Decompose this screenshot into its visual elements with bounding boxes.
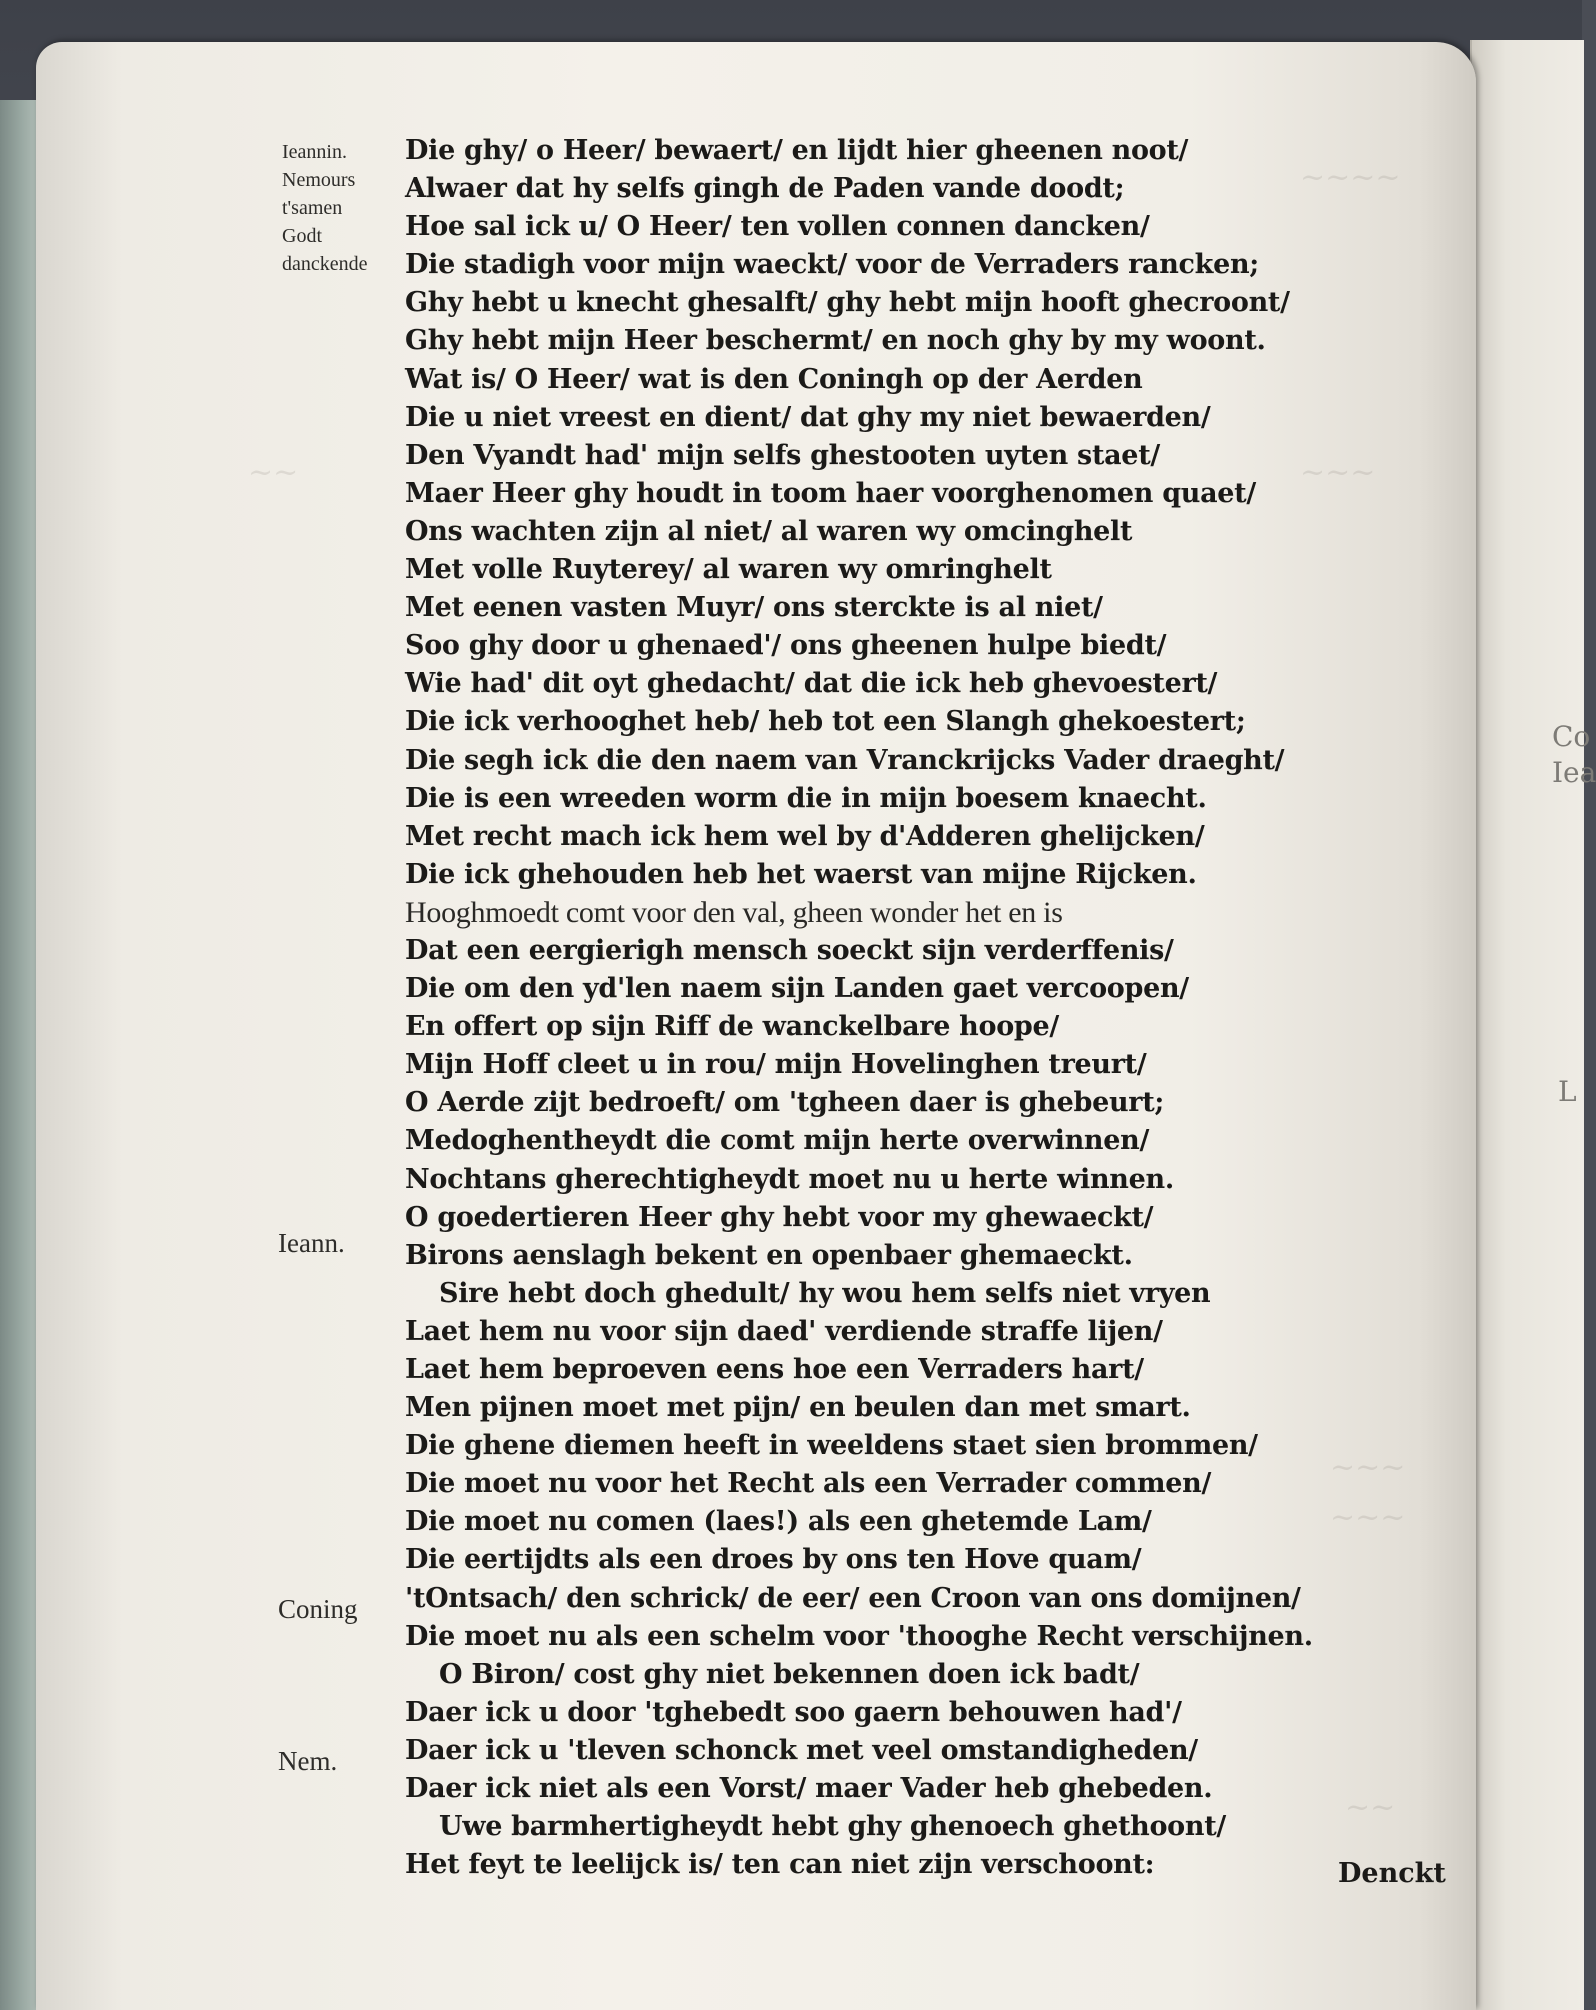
verse-line: Die u niet vreest en dient/ dat ghy my niet bewaerden/: [405, 401, 1211, 433]
verse-line: Die is een wreeden worm die in mijn boesem knaecht.: [405, 782, 1207, 814]
verse-line: Ons wachten zijn al niet/ al waren wy omcinghelt: [405, 515, 1133, 547]
verse-line: 'tOntsach/ den schrick/ de eer/ een Croon van ons domijnen/: [405, 1582, 1301, 1614]
verse-line: O goedertieren Heer ghy hebt voor my ghewaeckt/: [405, 1201, 1154, 1233]
facing-page-fragment: Iea: [1552, 756, 1596, 789]
facing-page-fragment: Co: [1552, 720, 1591, 753]
verse-line: Die segh ick die den naem van Vranckrijcks Vader draeght/: [405, 744, 1285, 776]
verse-line: Hoe sal ick u/ O Heer/ ten vollen connen dancken/: [405, 211, 1150, 243]
verse-line: Met eenen vasten Muyr/ ons sterckte is al niet/: [405, 592, 1103, 624]
verse-line: Met volle Ruyterey/ al waren wy omringhelt: [405, 554, 1052, 586]
verse-line-roman: Hooghmoedt comt voor den val, gheen wonder het en is: [405, 895, 1063, 929]
verse-line: Die moet nu voor het Recht als een Verrader commen/: [405, 1468, 1212, 1500]
stage-direction-line: t'samen: [282, 197, 343, 219]
verse-line: Die ick verhooghet heb/ heb tot een Slangh ghekoestert;: [405, 706, 1246, 738]
verse-line: Ghy hebt u knecht ghesalft/ ghy hebt mijn hooft ghecroont/: [405, 287, 1290, 319]
speaker-label: Ieann.: [278, 1228, 345, 1258]
verse-line: Alwaer dat hy selfs gingh de Paden vande doodt;: [405, 173, 1125, 205]
verse-line: Daer ick u door 'tghebedt soo gaern behouwen had'/: [405, 1696, 1182, 1728]
stage-direction-line: Godt: [282, 225, 322, 247]
verse-line: Daer ick niet als een Vorst/ maer Vader heb ghebeden.: [405, 1773, 1213, 1805]
verse-line: Laet hem beproeven eens hoe een Verraders hart/: [405, 1354, 1144, 1385]
show-through: ~~~: [1330, 1450, 1406, 1485]
verse-line: Soo ghy door u ghenaed'/ ons gheenen hulpe biedt/: [405, 630, 1167, 662]
stage-direction-line: Ieannin.: [282, 141, 347, 163]
verse-line: Die om den yd'len naem sijn Landen gaet vercoopen/: [405, 973, 1189, 1005]
facing-page: [1470, 40, 1596, 2010]
verse-line: Medoghentheydt die comt mijn herte overwinnen/: [405, 1125, 1150, 1157]
verse-line: Daer ick u 'tleven schonck met veel omstandigheden/: [405, 1734, 1198, 1766]
verse-line: Wat is/ O Heer/ wat is den Coningh op der Aerden: [405, 363, 1143, 395]
speaker-label: Coning: [278, 1594, 358, 1624]
verse-line: Die ghy/ o Heer/ bewaert/ en lijdt hier gheenen noot/: [405, 135, 1189, 166]
verse-line: Den Vyandt had' mijn selfs ghestooten uyten staet/: [405, 439, 1160, 471]
show-through: ~~~: [1300, 455, 1376, 490]
verse-line: Die moet nu als een schelm voor 'thooghe Recht verschijnen.: [405, 1620, 1313, 1652]
facing-page-fragment: L: [1558, 1075, 1577, 1108]
verse-line: Die eertijdts als een droes by ons ten Hove quam/: [405, 1544, 1142, 1576]
verse-line: Ghy hebt mijn Heer beschermt/ en noch ghy by my woont.: [405, 325, 1266, 357]
verse-line: Laet hem nu voor sijn daed' verdiende straffe lijen/: [405, 1315, 1163, 1347]
verse-line: Die ick ghehouden heb het waerst van mijne Rijcken.: [405, 858, 1197, 890]
show-through: ~~~~: [1300, 160, 1401, 195]
show-through: ~~: [248, 455, 299, 490]
verse-line: Men pijnen moet met pijn/ en beulen dan met smart.: [405, 1392, 1191, 1424]
verse-line: Dat een eergierigh mensch soeckt sijn verderffenis/: [405, 934, 1174, 966]
verse-line: O Aerde zijt bedroeft/ om 'tgheen daer is ghebeurt;: [405, 1087, 1165, 1119]
verse-line: Mijn Hoff cleet u in rou/ mijn Hovelinghen treurt/: [405, 1049, 1147, 1081]
verse-line: Uwe barmhertigheydt hebt ghy ghenoech ghethoont/: [439, 1811, 1226, 1843]
verse-block: [405, 132, 1405, 1884]
catchword: Denckt: [1338, 1858, 1446, 1889]
verse-line: Maer Heer ghy houdt in toom haer voorghenomen quaet/: [405, 477, 1256, 509]
verse-line: Die moet nu comen (laes!) als een ghetemde Lam/: [405, 1506, 1152, 1538]
show-through: ~~: [1345, 1790, 1396, 1825]
verse-line: O Biron/ cost ghy niet bekennen doen ick badt/: [439, 1658, 1140, 1690]
stage-direction-line: Nemours: [282, 169, 356, 191]
verse-line: Het feyt te leelijck is/ ten can niet zijn verschoont:: [405, 1849, 1155, 1881]
verse-line: Nochtans gherechtigheydt moet nu u herte winnen.: [405, 1163, 1174, 1195]
verse-line: En offert op sijn Riff de wanckelbare hoope/: [405, 1011, 1059, 1043]
verse-line: Die stadigh voor mijn waeckt/ voor de Verraders rancken;: [405, 249, 1259, 281]
verse-line: Die ghene diemen heeft in weeldens staet sien brommen/: [405, 1430, 1258, 1462]
stage-direction-line: danckende: [282, 253, 368, 275]
verse-line: Met recht mach ick hem wel by d'Adderen ghelijcken/: [405, 820, 1205, 852]
verse-line: Wie had' dit oyt ghedacht/ dat die ick heb ghevoestert/: [405, 668, 1218, 700]
speaker-label: Nem.: [278, 1746, 338, 1776]
show-through: ~~~: [1330, 1500, 1406, 1535]
verse-line: Birons aenslagh bekent en openbaer ghemaeckt.: [405, 1239, 1133, 1271]
verse-line: Sire hebt doch ghedult/ hy wou hem selfs niet vryen: [439, 1277, 1211, 1309]
